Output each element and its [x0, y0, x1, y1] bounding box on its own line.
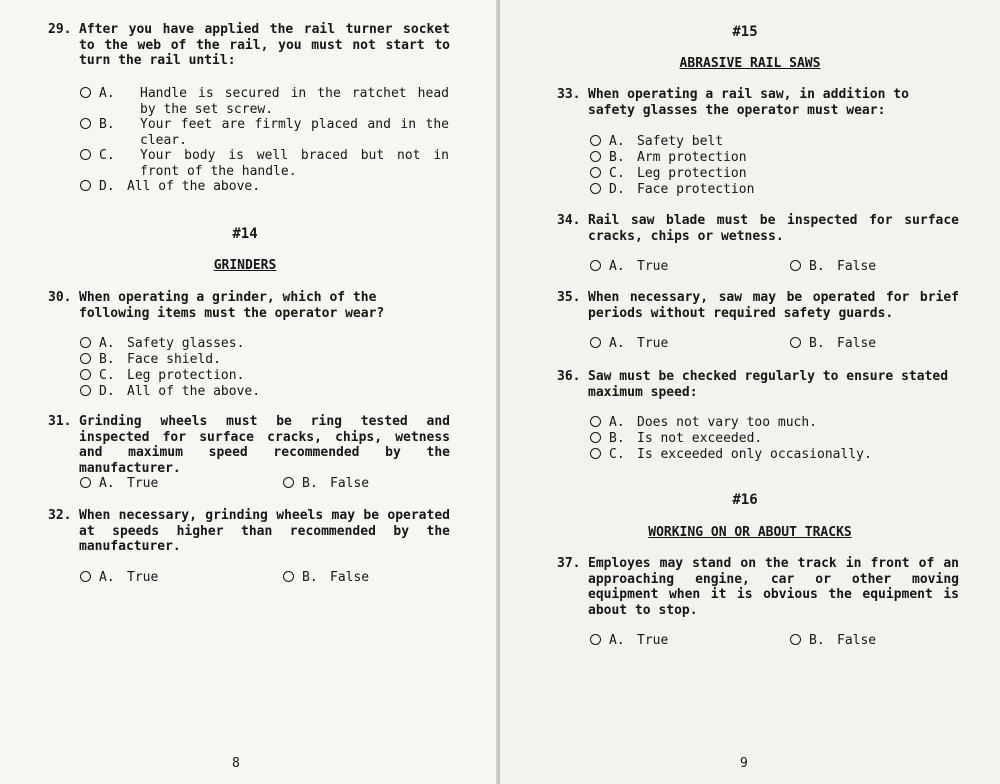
radio-circle-icon[interactable]	[590, 260, 601, 271]
q29-option-c-text: Your body is well braced but not in front of the handle.	[140, 148, 449, 179]
question-text: Saw must be checked regularly to ensure stated maximum speed:	[588, 369, 949, 400]
section-number: #15	[732, 24, 758, 40]
question-32	[48, 508, 450, 558]
q29-option-b-text: Your feet are firmly placed and in the clear.	[140, 117, 449, 148]
radio-circle-icon[interactable]	[590, 432, 601, 443]
radio-circle-icon[interactable]	[80, 477, 91, 488]
q29-option-a-text: Handle is secured in the ratchet head by the set screw.	[140, 86, 449, 117]
radio-circle-icon[interactable]	[590, 135, 601, 146]
question-number: 32.	[48, 508, 72, 523]
question-text: When necessary, grinding wheels may be operated at speeds higher than recommended by the manufacturer.	[79, 508, 450, 554]
q36-option-b[interactable]: B. Is not exceeded.	[590, 431, 762, 447]
q36-option-a[interactable]: A. Does not vary too much.	[590, 415, 817, 431]
question-29	[48, 22, 450, 72]
question-34	[557, 213, 959, 245]
section-title: ABRASIVE RAIL SAWS	[679, 56, 821, 71]
radio-circle-icon[interactable]	[283, 571, 294, 582]
question-text: When operating a grinder, which of the following items must the operator wear?	[79, 290, 385, 321]
question-number: 36.	[557, 369, 581, 384]
radio-circle-icon[interactable]	[790, 634, 801, 645]
radio-circle-icon[interactable]	[283, 477, 294, 488]
radio-circle-icon[interactable]	[80, 571, 91, 582]
section-title: WORKING ON OR ABOUT TRACKS	[648, 525, 852, 540]
radio-circle-icon[interactable]	[80, 149, 91, 160]
q33-option-c[interactable]: C. Leg protection	[590, 166, 747, 182]
q37-option-b[interactable]: B. False	[790, 633, 876, 649]
q34-option-b[interactable]: B. False	[790, 259, 876, 275]
section-number: #14	[232, 226, 258, 242]
q31-option-b[interactable]: B. False	[283, 476, 369, 492]
radio-circle-icon[interactable]	[790, 260, 801, 271]
radio-circle-icon[interactable]	[80, 337, 91, 348]
question-33	[557, 87, 959, 119]
q29-option-d[interactable]: D. All of the above.	[80, 179, 260, 195]
radio-circle-icon[interactable]	[80, 353, 91, 364]
section-title: GRINDERS	[213, 258, 277, 273]
question-text: Rail saw blade must be inspected for surface cracks, chips or wetness.	[588, 213, 959, 244]
question-number: 37.	[557, 556, 581, 571]
q33-option-b[interactable]: B. Arm protection	[590, 150, 747, 166]
question-number: 34.	[557, 213, 581, 228]
question-text: Grinding wheels must be ring tested and inspected for surface cracks, chips, wetness and maximum speed recommended by the manufacturer.	[79, 414, 450, 476]
q31-option-a[interactable]: A. True	[80, 476, 158, 492]
question-number: 31.	[48, 414, 72, 429]
q35-option-a[interactable]: A. True	[590, 336, 668, 352]
q30-option-c[interactable]: C. Leg protection.	[80, 368, 244, 384]
q29-option-a[interactable]: A.	[80, 86, 127, 102]
q30-option-a[interactable]: A. Safety glasses.	[80, 336, 244, 352]
q36-option-c[interactable]: C. Is exceeded only occasionally.	[590, 447, 872, 463]
question-37	[557, 556, 959, 620]
question-35	[557, 290, 959, 322]
q37-option-a[interactable]: A. True	[590, 633, 668, 649]
question-text: Employes may stand on the track in front of an approaching engine, car or other moving equipment when it is obvious the equipment is about to stop.	[588, 556, 959, 618]
radio-circle-icon[interactable]	[790, 337, 801, 348]
radio-circle-icon[interactable]	[590, 337, 601, 348]
left-page	[0, 0, 498, 784]
radio-circle-icon[interactable]	[590, 167, 601, 178]
question-number: 33.	[557, 87, 581, 102]
question-number: 29.	[48, 22, 72, 37]
page-number: 8	[232, 756, 240, 771]
question-36	[557, 369, 959, 401]
q33-option-d[interactable]: D. Face protection	[590, 182, 754, 198]
radio-circle-icon[interactable]	[80, 385, 91, 396]
q32-option-b[interactable]: B. False	[283, 570, 369, 586]
q32-option-a[interactable]: A. True	[80, 570, 158, 586]
right-page	[500, 0, 1000, 784]
question-text: When necessary, saw may be operated for brief periods without required safety guards.	[588, 290, 959, 321]
q35-option-b[interactable]: B. False	[790, 336, 876, 352]
section-number: #16	[732, 492, 758, 508]
q30-option-b[interactable]: B. Face shield.	[80, 352, 221, 368]
q29-option-c[interactable]: C.	[80, 148, 127, 164]
radio-circle-icon[interactable]	[590, 448, 601, 459]
radio-circle-icon[interactable]	[590, 416, 601, 427]
question-text: After you have applied the rail turner socket to the web of the rail, you must not start to turn the rail until:	[79, 22, 450, 68]
radio-circle-icon[interactable]	[590, 634, 601, 645]
question-31	[48, 414, 450, 476]
q34-option-a[interactable]: A. True	[590, 259, 668, 275]
radio-circle-icon[interactable]	[590, 183, 601, 194]
radio-circle-icon[interactable]	[80, 180, 91, 191]
radio-circle-icon[interactable]	[80, 118, 91, 129]
question-30	[48, 290, 450, 322]
page-number: 9	[740, 756, 748, 771]
q33-option-a[interactable]: A. Safety belt	[590, 134, 723, 150]
q30-option-d[interactable]: D. All of the above.	[80, 384, 260, 400]
question-number: 35.	[557, 290, 581, 305]
radio-circle-icon[interactable]	[590, 151, 601, 162]
question-number: 30.	[48, 290, 72, 305]
q29-option-b[interactable]: B.	[80, 117, 127, 133]
question-text: When operating a rail saw, in addition to safety glasses the operator must wear:	[588, 87, 909, 118]
radio-circle-icon[interactable]	[80, 87, 91, 98]
radio-circle-icon[interactable]	[80, 369, 91, 380]
